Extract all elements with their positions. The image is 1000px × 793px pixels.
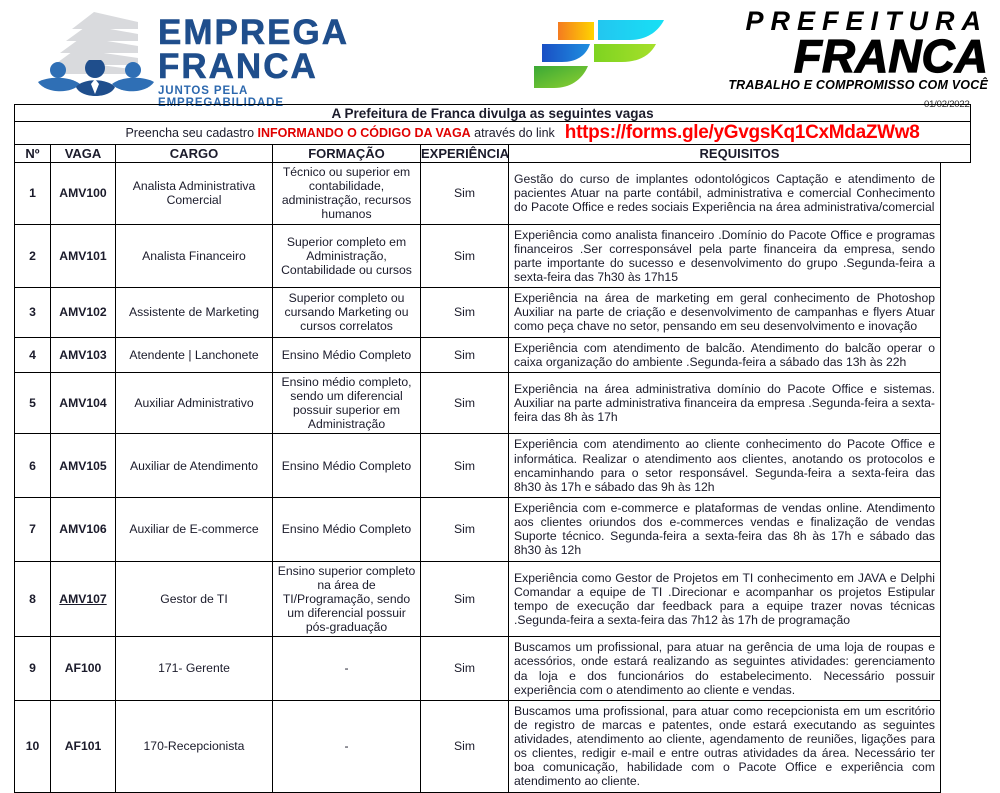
prefeitura-tagline: TRABALHO E COMPROMISSO COM VOCÊ	[728, 78, 988, 93]
cell-requisitos: Experiência como analista financeiro .Domínio do Pacote Office e programas financeiros .Ser corresponsável pela parte financeira da empresa, sendo parte importante do sucesso e desenvolvimento do grupo .Segunda-feira a sexta-feira das 7h30 às 17h15	[509, 224, 941, 288]
vaga-code: AMV101	[59, 248, 107, 263]
cell-vaga	[51, 497, 116, 561]
cell-cargo: Gestor de TI	[116, 561, 273, 637]
column-header-formacao: FORMAÇÃO	[273, 145, 421, 163]
page-title: A Prefeitura de Franca divulga as seguintes vagas	[15, 105, 971, 122]
row-spacer	[941, 288, 971, 337]
cell-experiencia: Sim	[421, 497, 509, 561]
table-row	[15, 637, 971, 701]
cell-formacao: Superior completo em Administração, Contabilidade ou cursos	[273, 224, 421, 288]
cell-numero: 1	[15, 163, 51, 225]
cell-vaga	[51, 434, 116, 498]
cell-numero: 10	[15, 700, 51, 792]
table-row	[15, 434, 971, 498]
prefeitura-franca-logo	[528, 6, 988, 98]
prefeitura-wordmark	[688, 8, 988, 92]
cell-vaga	[51, 372, 116, 434]
row-spacer	[941, 434, 971, 498]
cell-vaga[interactable]	[51, 561, 116, 637]
vaga-code: AMV105	[59, 458, 107, 473]
table-row	[15, 163, 971, 225]
column-header-numero: Nº	[15, 145, 51, 163]
emprega-line2: FRANCA	[158, 46, 318, 86]
cell-vaga	[51, 163, 116, 225]
table-row	[15, 700, 971, 792]
cell-numero: 3	[15, 288, 51, 337]
row-spacer	[941, 561, 971, 637]
cell-vaga	[51, 700, 116, 792]
vaga-code[interactable]: AMV107	[59, 591, 107, 606]
vaga-code: AF101	[64, 739, 102, 754]
cell-experiencia: Sim	[421, 637, 509, 701]
table-header	[15, 145, 971, 163]
column-header-vaga: VAGA	[51, 145, 116, 163]
vaga-code: AMV104	[59, 396, 107, 411]
cell-numero: 4	[15, 337, 51, 372]
cell-requisitos: Gestão do curso de implantes odontológicos Captação e atendimento de pacientes Atuar na parte contábil, administrativa e comercial Conhecimento do Pacote Office e redes sociais Experiência na área administrativa/comercial	[509, 163, 941, 225]
instruction-suffix: através do link	[470, 126, 555, 140]
emprega-tagline: JUNTOS PELA EMPREGABILIDADE	[158, 85, 284, 110]
vaga-code: AMV102	[59, 305, 107, 320]
cell-cargo: Analista Financeiro	[116, 224, 273, 288]
emprega-wordmark	[158, 13, 363, 110]
cell-experiencia: Sim	[421, 434, 509, 498]
cell-numero: 6	[15, 434, 51, 498]
cell-formacao: Ensino médio completo, sendo um diferencial possuir superior em Administração	[273, 372, 421, 434]
prefeitura-line2: FRANCA	[793, 30, 988, 82]
instruction-row	[15, 122, 971, 145]
cell-requisitos: Experiência como Gestor de Projetos em TI conhecimento em JAVA e Delphi Comandar a equipe de TI .Direcionar e acompanhar os projetos Estipular tempo de execução dar feedback para a equipe trazer novas técnicas .Segunda-feira a sexta-feira das 7h12 às 17h de programação	[509, 561, 941, 637]
cell-cargo: Atendente | Lanchonete	[116, 337, 273, 372]
emprega-franca-logo	[30, 10, 360, 110]
table-body	[15, 163, 971, 793]
row-spacer	[941, 700, 971, 792]
cell-cargo: Auxiliar de E-commerce	[116, 497, 273, 561]
row-spacer	[941, 497, 971, 561]
prefeitura-symbol-icon	[528, 14, 683, 92]
row-spacer	[941, 372, 971, 434]
cell-vaga	[51, 637, 116, 701]
cell-experiencia: Sim	[421, 337, 509, 372]
table-row	[15, 372, 971, 434]
cell-cargo: Assistente de Marketing	[116, 288, 273, 337]
cell-vaga	[51, 337, 116, 372]
cell-experiencia: Sim	[421, 700, 509, 792]
cell-requisitos: Buscamos um profissional, para atuar na gerência de uma loja de roupas e acessórios, onde estará realizando as seguintes atividades: gerenciamento da loja e dos funcionários do estabelecimento. Necessário possuir experiência com o atendimento ao cliente e vendas.	[509, 637, 941, 701]
row-spacer	[941, 163, 971, 225]
cell-requisitos: Buscamos uma profissional, para atuar como recepcionista em um escritório de registro de marcas e patentes, onde estará executando as seguintes atividades, atendimento ao cliente, agendamento de reuniões, ligações para os clientes, redigir e-mail e entre outras atividades da área. Necessário ter boa comunicação, habilidade com o Pacote Office e experiência com atendimento ao cliente.	[509, 700, 941, 792]
cell-formacao: -	[273, 700, 421, 792]
cell-formacao: Ensino superior completo na área de TI/Programação, sendo um diferencial possuir pós-graduação	[273, 561, 421, 637]
cell-numero: 5	[15, 372, 51, 434]
cell-vaga	[51, 224, 116, 288]
cell-experiencia: Sim	[421, 224, 509, 288]
instruction-prefix: Preencha seu cadastro	[125, 126, 258, 140]
row-spacer	[941, 337, 971, 372]
cell-formacao: -	[273, 637, 421, 701]
registration-form-link[interactable]: https://forms.gle/yGvgsKq1CxMdaZWw8	[564, 122, 920, 143]
column-header-row	[15, 145, 971, 163]
cell-formacao: Ensino Médio Completo	[273, 497, 421, 561]
vaga-code: AMV103	[59, 347, 107, 362]
table-row	[15, 224, 971, 288]
table-row	[15, 288, 971, 337]
table-row	[15, 561, 971, 637]
cell-experiencia: Sim	[421, 372, 509, 434]
vacancies-table	[14, 104, 971, 793]
column-header-cargo: CARGO	[116, 145, 273, 163]
document-date: 01/02/2022	[924, 99, 970, 110]
cell-numero: 2	[15, 224, 51, 288]
instruction-highlight: INFORMANDO O CÓDIGO DA VAGA	[257, 126, 471, 140]
cell-vaga	[51, 288, 116, 337]
cell-numero: 7	[15, 497, 51, 561]
emprega-line1: EMPREGA	[158, 13, 349, 52]
cell-cargo: Auxiliar de Atendimento	[116, 434, 273, 498]
people-icon	[36, 60, 156, 100]
cell-requisitos: Experiência com atendimento ao cliente conhecimento do Pacote Office e informática. Realizar o atendimento aos clientes, anotando os protocolos e encaminhando para o setor responsável. Segunda-feira a sexta-feira das 8h30 às 17h e sábado das 9h às 12h	[509, 434, 941, 498]
cell-cargo: 170-Recepcionista	[116, 700, 273, 792]
cell-requisitos: Experiência na área administrativa domínio do Pacote Office e sistemas. Auxiliar na parte administrativa financeira da empresa .Segunda-feira a sexta-feira das 8h às 17h	[509, 372, 941, 434]
row-spacer	[941, 637, 971, 701]
vaga-code: AMV100	[59, 186, 107, 201]
vaga-code: AMV106	[59, 522, 107, 537]
vaga-code: AF100	[64, 661, 102, 676]
table-row	[15, 497, 971, 561]
cell-numero: 8	[15, 561, 51, 637]
cell-experiencia: Sim	[421, 288, 509, 337]
cell-requisitos: Experiência com e-commerce e plataformas de vendas online. Atendimento aos clientes oriundos dos e-commerces vendas e finalização de vendas Suporte técnico. Segunda-feira a sexta-feira das 8h às 17h e sábado das 8h30 às 12h	[509, 497, 941, 561]
row-spacer	[941, 224, 971, 288]
cell-experiencia: Sim	[421, 163, 509, 225]
cell-numero: 9	[15, 637, 51, 701]
cell-formacao: Superior completo ou cursando Marketing ou cursos correlatos	[273, 288, 421, 337]
column-header-requisitos: REQUISITOS	[509, 145, 971, 163]
announcement-title-row	[15, 105, 971, 122]
table-row	[15, 337, 971, 372]
cell-cargo: Analista Administrativa Comercial	[116, 163, 273, 225]
cell-experiencia: Sim	[421, 561, 509, 637]
cell-formacao: Ensino Médio Completo	[273, 434, 421, 498]
cell-cargo: 171- Gerente	[116, 637, 273, 701]
cell-requisitos: Experiência com atendimento de balcão. Atendimento do balcão operar o caixa organização do ambiente .Segunda-feira a sábado das 13h às 22h	[509, 337, 941, 372]
cell-cargo: Auxiliar Administrativo	[116, 372, 273, 434]
prefeitura-line1: PREFEITURA	[745, 6, 988, 36]
cell-formacao: Técnico ou superior em contabilidade, administração, recursos humanos	[273, 163, 421, 225]
cell-requisitos: Experiência na área de marketing em geral conhecimento de Photoshop Auxiliar na parte de criação e desenvolvimento de campanhas e flyers Atuar como peça chave no setor, pensando em seu desenvolvimento e inovação	[509, 288, 941, 337]
cell-formacao: Ensino Médio Completo	[273, 337, 421, 372]
column-header-experiencia: EXPERIÊNCIA	[421, 146, 510, 161]
instruction-cell	[15, 122, 971, 145]
